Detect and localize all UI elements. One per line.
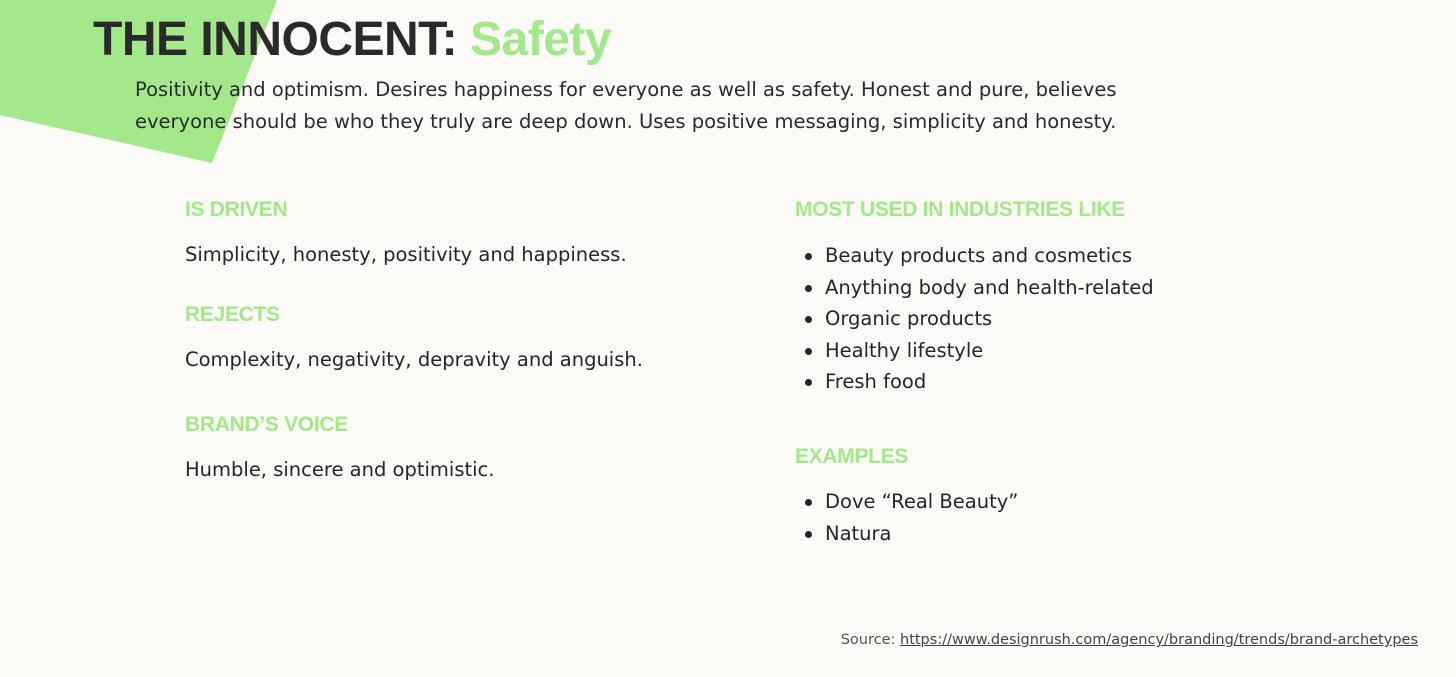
- list-item: Dove “Real Beauty”: [795, 486, 1018, 518]
- list-item: Anything body and health-related: [795, 272, 1154, 304]
- heading-brands-voice: BRAND’S VOICE: [185, 413, 348, 436]
- list-item: Healthy lifestyle: [795, 335, 1154, 367]
- title-prefix: THE INNOCENT:: [93, 13, 458, 66]
- heading-is-driven: IS DRIVEN: [185, 198, 288, 221]
- title-accent: Safety: [470, 13, 612, 66]
- list-item: Organic products: [795, 303, 1154, 335]
- bullet-icon: [805, 348, 812, 355]
- list-item: Fresh food: [795, 366, 1154, 398]
- source-link[interactable]: https://www.designrush.com/agency/branding/trends/brand-archetypes: [900, 632, 1418, 648]
- bullet-icon: [805, 531, 812, 538]
- intro-paragraph: Positivity and optimism. Desires happiness for everyone as well as safety. Honest and pure, believes everyone should be who they truly are deep down. Uses positive messaging, simplicity and honesty.: [135, 78, 1117, 133]
- heading-rejects: REJECTS: [185, 303, 280, 326]
- page-title: [93, 12, 611, 68]
- source-citation: [841, 632, 1418, 648]
- heading-examples: EXAMPLES: [795, 445, 909, 468]
- bullet-icon: [805, 285, 812, 292]
- examples-list: [795, 486, 1018, 549]
- heading-industries: MOST USED IN INDUSTRIES LIKE: [795, 198, 1125, 221]
- bullet-icon: [805, 316, 812, 323]
- text-brands-voice: Humble, sincere and optimistic.: [185, 458, 495, 481]
- text-rejects: Complexity, negativity, depravity and anguish.: [185, 348, 643, 371]
- list-item: Natura: [795, 518, 1018, 550]
- list-item: Beauty products and cosmetics: [795, 240, 1154, 272]
- bullet-icon: [805, 253, 812, 260]
- source-label: Source:: [840, 632, 896, 648]
- bullet-icon: [805, 499, 812, 506]
- bullet-icon: [805, 379, 812, 386]
- industries-list: [795, 240, 1154, 398]
- text-is-driven: Simplicity, honesty, positivity and happiness.: [185, 243, 627, 266]
